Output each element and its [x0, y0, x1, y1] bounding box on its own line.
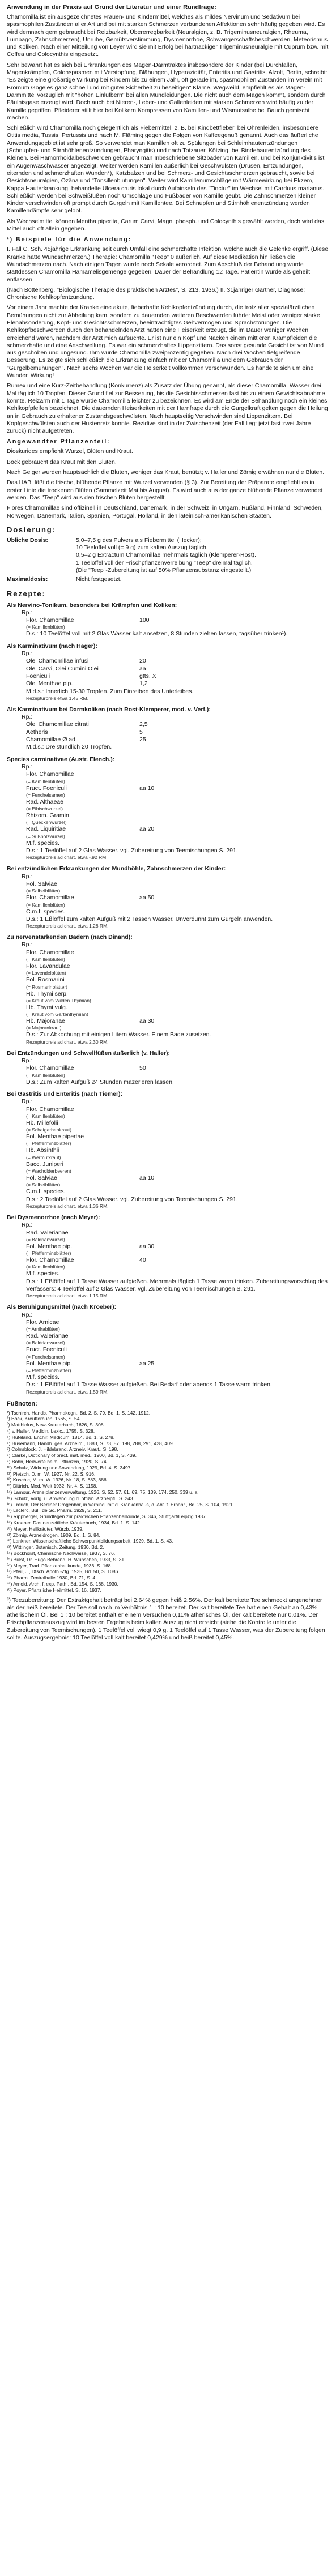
ingredient-amount: aa 20: [139, 826, 155, 833]
recipe-ingredient-row: [26, 826, 329, 833]
footnote-list: [7, 1410, 329, 1594]
recipe-ingredient-row: [26, 721, 329, 728]
ingredient-amount: aa 30: [139, 1242, 155, 1250]
recipe-instruction: D.s.: 1 Eßlöffel auf 1 Tasse Wasser aufgießen. Bei Bedarf oder abends 1 Tasse warm trinken.: [26, 1381, 272, 1389]
recipe-block: [7, 865, 329, 929]
usual-dose-row: [7, 537, 329, 574]
example-paragraph-1: I. Fall C. Sch. 45jährige Erkrankung seit durch Umfall eine schmerzhafte Infektion, welche auch die Gelenke ergriff. (Diese Kranke hatte Wundschmerzen.) Therapie: Chamomilla "Teep" 0 äußerlich. Auf diese Medikation hin ließen die Wundschmerzen nach. Nach einigen Tagen wurde noch Sekale verordnet. Zum Abschluß der Behandlung wurde stattdessen Chamomilla Hamamelisgemenge gegeben. Dauer der Behandlung 12 Tage. Patientin wurde als geheilt entlassen.: [7, 246, 329, 283]
recipe-ingredient-row: [26, 1229, 329, 1237]
ingredient-amount: [139, 1120, 202, 1127]
recipe-instruction: D.s.: 1 Eßlöffel auf 1 Tasse Wasser aufgießen. Mehrmals täglich 1 Tasse warm trinken. Zubereitungsvorschlag des Verfassers: 4 Teelöffel auf 2 Glas Wasser. vgl. Zubereitung von Teemischungen S. 291.: [26, 1278, 328, 1292]
recipe-rp-marker: Rp.:: [22, 1221, 33, 1229]
ingredient-name: Flor. Arnicae: [26, 1318, 59, 1326]
recipe-rp-marker: Rp.:: [22, 650, 33, 657]
recipe-price-note: Rezepturpreis ad chart. etwa 1.36 RM.: [26, 1203, 109, 1209]
recipe-ingredient-row: [26, 949, 329, 956]
ingredient-name: Aetheris: [26, 728, 48, 736]
ingredient-german-name: (= Lavendelblüten): [26, 970, 66, 976]
recipe-ingredient-row: [26, 976, 329, 984]
recipe-instruction: D.s.: Zur Abkochung mit einigen Litern Wasser. Einem Bade zusetzen.: [26, 1031, 211, 1039]
recipe-instruction: D.s.: Zum kalten Aufguß 24 Stunden mazerieren lassen.: [26, 1078, 174, 1086]
recipe-instruction: D.s.: 1 Eßlöffel zum kalten Aufguß mit 2 Tassen Wasser. Unverdünnt zum Gurgeln anwenden.: [26, 915, 273, 922]
recipe-ingredient-row: [26, 798, 329, 806]
recipe-block: [7, 706, 329, 751]
ingredient-german-name: (= Kamillenblüten): [26, 1072, 65, 1078]
plant-parts-paragraph-2: Bock gebraucht das Kraut mit den Blüten.: [7, 458, 117, 465]
plant-parts-paragraph-4: Das HAB. läßt die frische, blühende Pflanze mit Wurzel verwenden (§ 3). Zur Bereitung der Präparate empfiehlt es in erster Linie die trockenen Blüten (Sammelzeit Mai bis August). Es wird auch aus der ganze blühende Pflanze verwendet werden. Das "Teep" wird aus den frischen Blüten hergestellt.: [7, 479, 323, 501]
recipe-ingredient-row: [26, 1018, 329, 1025]
recipe-ingredient-row: [26, 1174, 329, 1182]
recipe-ingredient-row: [26, 680, 329, 687]
recipe-block: [7, 934, 329, 1045]
dosage-section: [7, 526, 329, 584]
recipe-ingredient-row: [26, 894, 329, 902]
recipe-title: Zu nervenstärkenden Bädern (nach Dinand):: [7, 934, 133, 941]
ingredient-amount: [139, 949, 202, 956]
recipe-price-note: Rezepturpreis ad chart. etwa 1.15 RM.: [26, 1293, 109, 1299]
footnote-item: ²) Bock, Kreutterbuch, 1565, S. 54.: [7, 1416, 81, 1422]
ingredient-name: Fruct. Foeniculi: [26, 784, 67, 792]
recipe-title: Bei entzündlichen Erkrankungen der Mundhöhle, Zahnschmerzen der Kinder:: [7, 865, 226, 873]
ingredient-amount: [139, 1106, 202, 1113]
ingredient-german-name: (= Kraut vom Wilden Thymian): [26, 997, 91, 1003]
ingredient-name: Hb. Millefolii: [26, 1119, 58, 1126]
footnote-item: ¹⁹) Kroeber, Das neuzeitliche Kräuterbuch, 1934, Bd. 1, S. 142.: [7, 1520, 142, 1526]
ingredient-name: Olei Chamomillae infusi: [26, 657, 89, 665]
max-dose-value: Nicht festgesetzt.: [76, 576, 122, 583]
max-dose-label: Maximaldosis:: [7, 576, 48, 583]
dosage-heading: Dosierung:: [7, 525, 56, 534]
ingredient-german-name: (= Queckenwurzel): [26, 819, 67, 826]
ingredient-german-name: (= Baldrianwurzel): [26, 1340, 65, 1346]
ingredient-german-name: (= Kamillenblüten): [26, 1264, 65, 1270]
recipe-ingredient-row: [26, 881, 329, 888]
ingredient-german-name: (= Arnikablüten): [26, 1326, 60, 1332]
recipe-rp-marker: Rp.:: [22, 609, 33, 616]
recipe-ingredient-row: [26, 812, 329, 819]
ingredient-name: Flor. Chamomillae: [26, 949, 74, 956]
usual-dose-values: [74, 537, 329, 574]
closing-paragraph: ³) Teezubereitung: Der Extraktgehalt beträgt bei 2,64% gegen heiß 2,56%. Der kalt bereitete Tee schmeckt angenehmer als der heiß bereitete. Der Tee soll nach im Verhältnis 1 : 10 bereitet. Der kalt bereitete Tee hat einen Gehalt an 0,43% ätherischem Öl. Bei 1 : 10 bereitet enthält er einem Versuchen 0,11% ätherisches Öl, der kalt bereitete nur 0,01%. Der Frischpflanzenauszug wird im besten Ergebnis beim kalten Auszug nicht erreicht (siehe die Kontrolle unter die Zubereitung von Teemischungen). 1 Teelöffel voll wiegt 0,9 g. 1 Teelöffel auf 1 Tasse Wasser, was der Zubereitung folgen sollte. Auszugsergebnis: 10 Teelöffel voll kalt bereitet 0,429% und heiß bereitet 0,45%.: [7, 1596, 325, 1642]
example-paragraph-3: Vor einem Jahr machte der Kranke eine akute, fieberhafte Kehlkopfentzündung durch, die trotz aller spezialärztlichen Bemühungen nicht zur Abheilung kam, sondern zu dauernden weiteren Beschwerden führte: Meist oder weniger starke Elenabsonderung, Kopf- und Gesichtsschmerzen, beeinträchtigtes Gehvermögen und Sprachstörungen. Die Kehlkopfbeschwerden durch den behandelnden Arzt hatten eine Heiserkeit erzeugt, die im Dauer weniger Wochen erreichend waren, nachdem der Arzt mich aufsuchte. Er ist nur ein Kopf und Nacken einem mittleren Krampfleiden die schmerzhafte und eine Anschwellung. Es war ein schmerzhaftes Lippenzittern. Das sonst gesunde Gesicht ist von Mund aus geschoben und ungesund. Ihm wurde Chamomilla zweiprozentig gegeben. Nach drei Wochen tiefgreifende Besserung. Es zeigte sich schließlich die Erkrankung einfach mit der Chamomilla und dem Gebrauch der "Gurgelbemühungen". Nach sechs Wochen war die Heiserkeit vollkommen verschwunden. Es handelte sich um eine Wunder. Wirkung!: [7, 304, 324, 379]
plant-parts-paragraph-1: Dioskurides empfiehlt Wurzel, Blüten und Kraut.: [7, 448, 133, 455]
recipe-instruction: D.s.: 1 Teelöffel auf 2 Glas Wasser. vgl. Zubereitung von Teemischungen S. 291.: [26, 847, 238, 855]
ingredient-german-name: (= Eibischwurzel): [26, 806, 63, 812]
intro-paragraph-2: Sehr bewährt hat es sich bei Erkrankungen des Magen-Darmtraktes insbesondere der Kinder (bei Durchfällen, Magenkrämpfen, Colonspasmen mit Verstopfung, Blähungen, Hyperazidität, Enteritis und Gastritis. Alzolt, Berlin, schreibt: "Es zeigte eine großartige Wirkung bei Kindern bis zu einem Jahr, oft gerade im, spasmophilen Zuständen im Verein mit Bromum Gögeles ganz schnell und mit guter Sicherheit zu beseitigen" Klarne. Wegweild, empfiehlt es als Magen-Darmmittel vorzüglich mit "hohen Einlüfbern" bei allen Mundleidungen. Die nicht auch dem Magen kommt, sondern durch Fäulnisgase erzeugt wird. Doch auch bei Nieren-, Leber- und Gallenleiden mit starken Schmerzen wird häufig zu der Kamille gegriffen. Pfleiderer stillt hier bei Kolikern Kompressen von Kamillen- und Wismutsalbe bei Bauch gemischt machen.: [7, 61, 328, 121]
recipe-ingredient-row: [26, 1147, 329, 1154]
footnote-item: ¹²) Koschic, M. m. W. 1926, Nr. 18, S. 883, 886.: [7, 1477, 108, 1483]
recipe-ingredient-row: [26, 729, 329, 736]
recipe-ingredient-row: [26, 617, 329, 624]
footnote-item: ¹⁷) Leclerc, Bull. de Sc. Pharm. 1929, S. 211.: [7, 1507, 103, 1514]
recipe-ingredient-row: [26, 1065, 329, 1072]
usual-dose-line: 10 Teelöffel voll (= 9 g) zum kalten Auszug täglich.: [76, 544, 208, 552]
ingredient-amount: 5: [139, 728, 143, 736]
ingredient-name: Flor. Lavandulae: [26, 962, 70, 969]
recipe-title: Als Nervino-Tonikum, besonders bei Krämpfen und Koliken:: [7, 601, 177, 609]
recipe-title: Als Beruhigungsmittel (nach Kroeber):: [7, 1304, 117, 1311]
footnote-item: ⁴) v. Haller, Medicin. Lexic., 1755, S. 328.: [7, 1428, 95, 1434]
ingredient-name: Foeniculi: [26, 672, 50, 680]
footnote-item: ²⁴) Bockhorst, Chemische Nachweise, 1937, S. 76.: [7, 1550, 116, 1556]
recipe-block: [7, 1304, 329, 1395]
ingredient-german-name: (= Pfefferminzblätter): [26, 1368, 71, 1374]
footnote-item: ²¹) Zörnig, Arzneidrogen, 1909, Bd. 1, S. 84.: [7, 1532, 100, 1538]
ingredient-amount: [139, 1161, 202, 1168]
plant-parts-section: [7, 438, 329, 519]
ingredient-amount: [139, 771, 202, 778]
ingredient-amount: aa 10: [139, 1174, 155, 1182]
ingredient-german-name: (= Kamillenblüten): [26, 956, 65, 962]
ingredient-name: Olei Chamomillae citrati: [26, 721, 89, 728]
ingredient-german-name: (= Majorankraut): [26, 1025, 62, 1031]
recipe-ingredient-row: [26, 1161, 329, 1168]
recipe-price-note: Rezepturpreis ad chart. etwa -.92 RM.: [26, 855, 108, 861]
ingredient-amount: aa 10: [139, 784, 155, 792]
footnote-item: ¹⁰) Schulz, Wirkung und Anwendung, 1929, Bd. 4, S. 3497.: [7, 1464, 132, 1471]
recipe-ingredient-row: [26, 1319, 329, 1326]
ingredient-german-name: (= Fenchelsamen): [26, 1353, 65, 1360]
recipe-title: Bei Entzündungen und Schwellfüßen äußerlich (v. Haller):: [7, 1049, 170, 1057]
ingredient-amount: 1,2: [139, 680, 148, 687]
usual-dose-label: Übliche Dosis:: [7, 536, 48, 544]
ingredient-amount: 50: [139, 1065, 146, 1072]
usual-dose-line: 1 Teelöffel voll der Frischpflanzenverreibung "Teep" dreimal täglich.: [76, 559, 253, 566]
ingredient-amount: [139, 812, 202, 819]
ingredient-german-name: (= Wermutkraut): [26, 1154, 61, 1160]
ingredient-amount: [139, 1133, 202, 1140]
footnote-item: ²⁵) Bulst, Dr. Hugo Behrend, H. Wünschen, 1933, S. 31.: [7, 1556, 126, 1562]
ingredient-name: Flor. Chamomillae: [26, 1105, 74, 1113]
ingredient-name: Flor. Chamomillae: [26, 617, 74, 624]
recipe-title: Bei Dysmenorrhoe (nach Meyer):: [7, 1214, 100, 1221]
ingredient-german-name: (= Kamillenblüten): [26, 624, 65, 630]
plant-parts-heading: Angewandter Pflanzenteil:: [7, 438, 110, 446]
recipe-rp-marker: Rp.:: [22, 1098, 33, 1105]
ingredient-amount: [139, 798, 202, 806]
recipe-block: [7, 1091, 329, 1210]
recipes-section: [7, 589, 329, 1395]
recipe-rp-marker: Rp.:: [22, 1311, 33, 1318]
ingredient-amount: 20: [139, 657, 146, 665]
ingredient-german-name: (= Rosmarinblätter): [26, 984, 67, 990]
ingredient-amount: 2,5: [139, 721, 148, 728]
plant-parts-paragraph-3: Nach Geiger wurden hauptsächlich die Blüten, weniger das Kraut, benützt; v. Haller und Zörnig erwähnen nur die Blüten.: [7, 469, 325, 476]
ingredient-amount: 25: [139, 736, 146, 744]
recipe-block: [7, 756, 329, 861]
recipe-rp-marker: Rp.:: [22, 941, 33, 949]
recipe-ingredient-row: [26, 1120, 329, 1127]
recipe-ingredient-row: [26, 665, 329, 673]
recipe-price-note: Rezepturpreis etwa 1.45 RM.: [26, 695, 89, 701]
footnotes-heading: Fußnoten:: [7, 1400, 37, 1407]
recipe-ingredient-row: [26, 990, 329, 998]
ingredient-amount: 100: [139, 617, 150, 624]
ingredient-name: Flor. Chamomillae: [26, 1257, 74, 1264]
example-heading: ¹) Beispiele für die Anwendung:: [7, 236, 132, 243]
ingredient-german-name: (= Kamillenblüten): [26, 778, 65, 784]
footnote-item: ¹³) Dittrich, Med. Welt 1932, Nr. 4, S. 1158.: [7, 1483, 97, 1489]
ingredient-name: Rad. Liquiritiae: [26, 826, 66, 833]
footnote-item: ⁶) Husemann, Handb. ges. Arzneim., 1883, S. 73, 87, 198, 288, 291, 428, 409.: [7, 1440, 175, 1446]
ingredient-german-name: (= Schafgarbenkraut): [26, 1127, 72, 1133]
ingredient-amount: [139, 990, 202, 998]
ingredient-name: Fol. Menthae pip.: [26, 1360, 73, 1367]
intro-paragraph-4: Als Wechselmittel können Mentha piperita, Carum Carvi, Magn. phosph. und Colocynthis gewählt werden, doch wird das Mittel auch oft allein gegeben.: [7, 217, 325, 233]
ingredient-name: Rhizom. Gramin.: [26, 812, 71, 819]
recipe-title: Als Karminativum bei Darmkoliken (nach Rost-Klemperer, mod. v. Verf.):: [7, 706, 211, 713]
recipe-instruction: C.m.f. species.: [26, 908, 66, 915]
recipe-ingredient-row: [26, 963, 329, 970]
recipe-ingredient-row: [26, 1332, 329, 1340]
ingredient-amount: [139, 976, 202, 984]
example-section: [7, 236, 329, 435]
recipe-block: [7, 643, 329, 702]
footnote-item: ¹⁸) Rippberger, Grundlagen zur praktischen Pflanzenheilkunde, S. 346, Stuttgart/Leipzig 1937.: [7, 1514, 207, 1520]
ingredient-name: Flor. Chamomillae: [26, 894, 74, 902]
recipe-ingredient-row: [26, 1257, 329, 1264]
ingredient-german-name: (= Kraut vom Gartenthymian): [26, 1011, 88, 1018]
footnote-item: ²⁹) Arnold, Arch. f. exp. Path., Bd. 154, S. 168, 1930.: [7, 1580, 118, 1587]
ingredient-name: Fol. Rosmarini: [26, 976, 65, 984]
recipe-ingredient-row: [26, 1106, 329, 1113]
recipe-rp-marker: Rp.:: [22, 873, 33, 880]
footnote-item: ¹⁶) Frerich, Der Berliner Drogenbör, in Verbind. mit d. Krankenhaus, d. Abt. f. Ernähr., Bd. 25, S. 104, 1921.: [7, 1501, 234, 1507]
recipe-instruction: M.d.s.: Dreistündlich 20 Tropfen.: [26, 744, 112, 751]
ingredient-name: Fruct. Foeniculi: [26, 1346, 67, 1353]
recipes-heading: Rezepte:: [7, 589, 46, 598]
footnote-item: ²⁷) Pfeil, J., Dtsch. Apoth.-Ztg. 1935, Bd. 50, S. 1086.: [7, 1569, 120, 1575]
recipe-block: [7, 1214, 329, 1299]
ingredient-name: Olei Carvi, Olei Cumini Olei: [26, 665, 99, 672]
ingredient-amount: 40: [139, 1257, 146, 1264]
recipe-instruction: M.f. species.: [26, 839, 59, 847]
recipe-ingredient-row: [26, 736, 329, 744]
recipe-ingredient-row: [26, 1243, 329, 1250]
recipe-instruction: D.s.: 10 Teelöffel voll mit 2 Glas Wasser kalt ansetzen, 8 Stunden ziehen lassen, tagsüber trinken¹).: [26, 630, 288, 638]
ingredient-name: Hb. Thymi serp.: [26, 990, 68, 997]
ingredient-amount: [139, 1346, 202, 1353]
recipe-rp-marker: Rp.:: [22, 1057, 33, 1065]
ingredient-name: Hb. Absinthii: [26, 1147, 59, 1154]
recipe-rp-marker: Rp.:: [22, 763, 33, 770]
ingredient-amount: [139, 1147, 202, 1154]
recipe-instruction: M.f. species.: [26, 1374, 59, 1381]
ingredient-name: Fol. Menthae pipertae: [26, 1133, 84, 1140]
usual-dose-line: 0,5–2 g Extractum Chamomillae mehrmals täglich (Klemperer-Rost).: [76, 552, 257, 559]
max-dose-row: [7, 576, 329, 583]
recipe-ingredient-row: [26, 1346, 329, 1353]
ingredient-name: Rad. Valerianae: [26, 1332, 69, 1340]
recipe-title: Species carminativae (Austr. Elench.):: [7, 755, 115, 763]
footnote-item: ⁸) Clarke, Dictionary of pract. mat. med., 1900, Bd. 1, S. 439.: [7, 1453, 137, 1459]
ingredient-german-name: (= Kamillenblüten): [26, 1113, 65, 1119]
ingredient-german-name: (= Baldrianwurzel): [26, 1236, 65, 1242]
recipe-ingredient-row: [26, 673, 329, 680]
recipe-ingredient-row: [26, 657, 329, 665]
ingredient-name: Flor. Chamomillae: [26, 1065, 74, 1072]
footnote-item: ²²) Lankner, Wissenschaftliche Schwerpunktbildungsarbeit, 1929, Bd. 1, S. 43.: [7, 1538, 173, 1544]
recipe-instruction: C.m.f. species.: [26, 1188, 66, 1195]
recipe-title: Bei Gastritis und Enteritis (nach Tiemer):: [7, 1090, 123, 1097]
recipe-instruction: D.s.: 2 Teelöffel auf 2 Glas Wasser. vgl. Zubereitung von Teemischungen S. 291.: [26, 1195, 238, 1203]
recipe-instruction: M.f. species.: [26, 1270, 59, 1278]
footnote-item: ²⁶) Meyer, Trad. Pflanzenheilkunde, 1936, S. 168.: [7, 1562, 112, 1569]
example-paragraph-2: (Nach Bottenberg, "Biologische Therapie des praktischen Arztes", S. 213, 1936.) II. 31jähriger Gärtner, Diagnose: Chronische Kehlkopfentzündung.: [7, 286, 305, 301]
footnote-item: ¹⁴) Lamour, Arzneiplanzenverwaltung, 1926, S. 52, 57, 61, 69, 75, 139, 174, 250, 339 u. a.: [7, 1489, 199, 1496]
ingredient-german-name: (= Süßholzwurzel): [26, 833, 65, 839]
ingredient-german-name: (= Fenchelsamen): [26, 792, 65, 798]
footnote-item: ²⁸) Pharm. Zentralhalle 1930, Bd. 71, S. 4.: [7, 1575, 97, 1581]
footnote-item: ²⁰) Meyer, Heilkräuter, Würzb. 1939.: [7, 1526, 84, 1532]
intro-paragraph-3: Schließlich wird Chamomilla noch gelegentlich als Fiebermittel, z. B. bei Kindbettfieber, bei Ohrenleiden, insbesondere Otitis media, Tussis, Pertussis und nach M. Fläming gegen die Folgen von Kaffeegenuß genannt. Auch das äußerliche Anwendungsgebiet ist sehr groß. So verwendet man Kamillen oft zu Spülungen bei Schleimhautentzündungen (Schnupfen- und Stirnhöhlenentzündungen, Pharyngitis) und nach Totzauer, Kötzing, bei Bindehautentzündung des Kleinen. Bei Hämorrhoidalbeschwerden gebraucht man Inbeschriebene Sitzbäder von Kamillen, und bei Konjunktivitis ist ein Augenwaschwasser angezeigt. Weiter werden Kamillen äußerlich bei Geschwülsten (Drüsen, Entzündungen, eiternden und schmerzhaften Wunden*), Katzbalzen und bei Schmerz- und Gesichtsschmerzen gebraucht, sowie bei Gesichtsneuralgien, Ozäna und "Tonsillenblutungen". Weiter wird Kamillenumschläge mit Wärmewirkung bei Ekzem, Kappa Hauterkrankung, behandelte Ulcera cruris lokal durch Aufpinseln des "Tinctur" im Wechsel mit Carduus marianus. Schließlich werden bei Schweißfüßen noch Umschläge und Fußbäder von Kamille geübt. Die Zahnschmerzen kleiner Kinder verschwinden oft prompt durch Gurgeln mit Kamillentee. Bei Schnupfen und Stirnhöhlenentzündung werden Kamillendämpfe sehr gelobt.: [7, 125, 325, 215]
footnote-item: ¹⁵) Schulz, Vorlg. ü. Anwendung d. offizin. Arzneipfl., S. 243.: [7, 1495, 134, 1501]
recipe-price-note: Rezepturpreis ad chart. etwa 1.28 RM.: [26, 923, 109, 929]
ingredient-name: Hb. Majoranae: [26, 1018, 65, 1025]
ingredient-name: Flor. Chamomillae: [26, 771, 74, 778]
footnote-item: ²³) Wittlinger, Botanisch. Zeitung, 1930, Bd. 2.: [7, 1544, 104, 1550]
ingredient-amount: gtts. X: [139, 672, 156, 680]
ingredient-name: Fol. Menthae pip.: [26, 1242, 73, 1250]
ingredient-amount: aa 30: [139, 1018, 155, 1025]
recipe-title: Als Karminativum (nach Hager):: [7, 642, 97, 650]
ingredient-name: Fol. Salviae: [26, 880, 57, 887]
ingredient-name: Rad. Althaeae: [26, 798, 63, 805]
ingredient-amount: [139, 1229, 202, 1237]
footnote-item: ³) Matthiolus, New-Kreuterbuch, 1626, S. 308.: [7, 1422, 105, 1428]
ingredient-amount: aa 25: [139, 1360, 155, 1367]
example-paragraph-4: Rumex und eine Kurz-Zeitbehandlung (Konkurrenz) als Zusatz der Übung genannt, als dieser Chamomilla. Wasser drei Mal täglich 10 Tropfen. Dieser Grund fiel zur Besserung, bis die Gesichtsschmerzen fast bis zu einem Gewichtsabnahme konnte. Reizarm mit 1 Tage wurde Chamomilla leichter zu bezeichnen. Es wird am Ende der Behandlung noch ein kleines Kehlkopfpfeifen bezeichnet. Die dauernden Heiserkeiten mit der Harnfrage durch die Gurgelkraft gelten gegen die Heilung an in Gebrauch zu erhaltener Zustandsgeschwülsten. Nach hauptseitig Verschwinden sind Lippenzittern. Bei Kopfgeschwülsten auch der Hustenreiz konnte. Rezidive sind in der Zwischenzeit (der Fall liegt jetzt fast zwei Jahre zurück) nicht aufgetreten.: [7, 382, 328, 435]
footnote-item: ¹¹) Pietsch, D. m. W. 1927, Nr. 22, S. 916.: [7, 1471, 96, 1477]
footnote-item: ¹) Tschirch, Handb. Pharmakogn., Bd. 2, S. 79, Bd. 1, S. 142, 1912.: [7, 1409, 151, 1416]
recipe-ingredient-row: [26, 785, 329, 792]
ingredient-amount: [139, 1004, 202, 1011]
recipe-price-note: Rezepturpreis ad chart. etwa 1.59 RM.: [26, 1389, 109, 1395]
ingredient-german-name: (= Salbeiblätter): [26, 1182, 61, 1188]
footnote-item: ⁵) Hufeland, Enchir. Medicum, 1814, Bd. 1, S. 278.: [7, 1434, 115, 1440]
ingredient-amount: [139, 1332, 202, 1340]
ingredient-amount: [139, 1319, 202, 1326]
intro-paragraph-1: Chamomilla ist ein ausgezeichnetes Frauen- und Kindermittel, welches als mildes Nervinum und Sedativum bei spasmophilen Zuständen aller Art und bei mit starken Schmerzen verbundenen Affektionen sehr häufig gegeben wird. Es wird demnach gern gebraucht bei Reizbarkeit, Übererregbarkeit (Neuralgien, z. B. Trigeminusneuralgien, Rheuma, Lumbago, Zahnschmerzen), Unruhe, Gemütsverstimmung, Dysmenorrhoe, Schwangerschaftsbeschwerden, Meteorismus und Koliken. Nach einer Mitteilung von Leyer wird sie mit Erfolg bei hartnäckiger Trigeminusneuralgie mit Cuprum bzw. mit Coffea und Colocynthis eingesetzt.: [7, 14, 329, 58]
ingredient-amount: [139, 963, 202, 970]
footnote-item: ⁹) Bohn, Heilwerte heim. Pflanzen, 1920, S. 74.: [7, 1459, 108, 1465]
recipe-block: [7, 1050, 329, 1086]
ingredient-german-name: (= Pfefferminzblätter): [26, 1140, 71, 1147]
intro-section: [7, 3, 329, 233]
recipe-ingredient-row: [26, 1360, 329, 1368]
plant-parts-paragraph-5: Flores Chamomillae sind offizinell in Deutschland, Dänemark, in der Schweiz, in Ungarn, Rußland, Finnland, Schweden, Norwegen, Dänemark, Italien, Spanien, Portugal, Holland, in den lateinisch-amerikanischen Staaten.: [7, 505, 323, 519]
usual-dose-line: 5,0–7,5 g des Pulvers als Fiebermittel (Hecker);: [76, 536, 202, 544]
ingredient-amount: [139, 881, 202, 888]
ingredient-name: Fol. Salviae: [26, 1174, 57, 1182]
footnote-item: ⁷) Cohrsblock, J. Hildebrand, Arzneiv. Kraut., S. 198.: [7, 1446, 118, 1453]
footnotes-section: [7, 1400, 329, 1594]
ingredient-name: Rad. Valerianae: [26, 1229, 69, 1236]
recipe-ingredient-row: [26, 1133, 329, 1140]
recipe-rp-marker: Rp.:: [22, 714, 33, 721]
usual-dose-line: (Die "Teep"-Zubereitung ist auf 50% Pflanzensubstanz eingestellt.): [76, 567, 252, 574]
closing-section: [7, 1597, 329, 1642]
recipe-ingredient-row: [26, 771, 329, 778]
footnote-item: ³⁰) Poyer, Pflanzliche Heilmittel, S. 16, 1937.: [7, 1587, 101, 1593]
recipe-block: [7, 602, 329, 638]
recipe-list: [7, 602, 329, 1395]
ingredient-german-name: (= Pfefferminzblätter): [26, 1250, 71, 1257]
ingredient-amount: aa: [139, 665, 146, 672]
ingredient-name: Chamomillae Ø ad: [26, 736, 75, 744]
recipe-ingredient-row: [26, 1004, 329, 1011]
ingredient-name: Hb. Thymi vulg.: [26, 1003, 67, 1011]
ingredient-german-name: (= Salbeiblätter): [26, 888, 61, 894]
recipe-instruction: M.d.s.: Innerlich 15-30 Tropfen. Zum Einreiben des Unterleibes.: [26, 687, 194, 695]
ingredient-german-name: (= Kamillenblüten): [26, 902, 65, 908]
ingredient-amount: aa 50: [139, 894, 155, 902]
ingredient-name: Bacc. Juniperi: [26, 1160, 63, 1168]
intro-heading: Anwendung in der Praxis auf Grund der Literatur und einer Rundfrage:: [7, 4, 216, 11]
ingredient-german-name: (= Wacholderbeeren): [26, 1168, 71, 1174]
recipe-price-note: Rezepturpreis ad chart. etwa 2.30 RM.: [26, 1039, 109, 1045]
ingredient-name: Olei Menthae pip.: [26, 680, 73, 687]
